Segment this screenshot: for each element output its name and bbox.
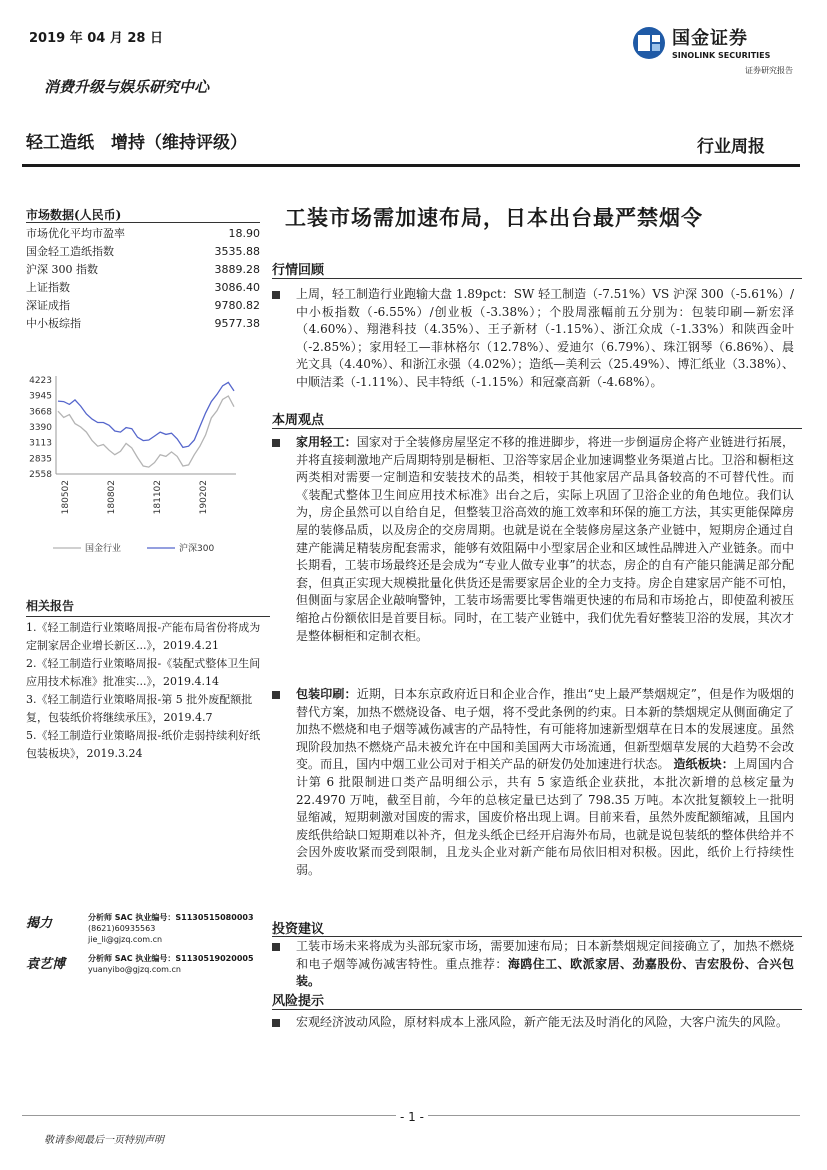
market-value: 9577.38: [214, 317, 260, 330]
y-tick-label: 2835: [29, 454, 52, 465]
page-number: - 1 -: [396, 1110, 428, 1124]
bullet-icon: [272, 439, 280, 447]
x-tick-label: 180802: [107, 480, 117, 515]
analyst-block: [26, 912, 266, 975]
section-title-market-review: 行情回顾: [272, 263, 325, 278]
market-value: 3086.40: [214, 281, 260, 294]
report-headline: 工装市场需加速布局，日本出台最严禁烟令: [285, 205, 703, 230]
logo-subtitle: 证券研究报告: [745, 66, 793, 75]
x-tick-label: 181102: [153, 480, 163, 515]
related-report-item[interactable]: 2.《轻工制造行业策略周报-《装配式整体卫生间应用技术标准》批准实...》，2019.4.14: [26, 657, 261, 688]
analyst-email[interactable]: jie_li@gjzq.com.cn: [88, 935, 163, 944]
related-reports-list: [26, 616, 270, 763]
y-tick-label: 3390: [29, 423, 52, 434]
logo-text-en: SINOLINK SECURITIES: [672, 51, 771, 60]
logo-text-cn: 国金证券: [672, 28, 748, 49]
packaging-view: [272, 686, 794, 880]
market-data-title: 市场数据(人民币): [26, 208, 122, 222]
analyst-name: 揭力: [26, 916, 53, 931]
investment-advice: [272, 938, 794, 991]
market-label: 国金轻工造纸指数: [26, 245, 114, 258]
paper-label: 造纸板块：: [673, 757, 734, 772]
analyst-name: 袁艺博: [26, 957, 66, 972]
analyst-phone: (8621)60935563: [88, 924, 156, 933]
market-label: 沪深 300 指数: [26, 263, 98, 276]
packaging-text: 近期，日本东京政府近日和企业合作，推出“史上最严禁烟规定”，但是作为吸烟的替代方案，加热不燃烧设备、电子烟，将不受此条例的约束。日本新的禁烟规定从侧面确定了加热不燃烧和电子烟等减伤减害的产品特性，有可能将加速新型烟草在日本的发展速度。虽然现阶段加热不燃烧产品未被允许在中国和美国两大市场流通，但新型烟草发展的大趋势不会改变。而且，国内中烟工业公司对于相关产品的研发仍处加速进行状态。: [296, 687, 794, 772]
research-center: 消费升级与娱乐研究中心: [44, 78, 210, 96]
x-tick-label: 190202: [199, 480, 209, 515]
footer-disclaimer: 敬请参阅最后一页特别声明: [44, 1135, 164, 1146]
series-line-industry: [58, 396, 234, 467]
risk-text: 宏观经济波动风险，原材料成本上涨风险，新产能无法及时消化的风险，大客户流失的风险。: [296, 1015, 789, 1029]
section-title-risk: 风险提示: [272, 994, 325, 1009]
bullet-icon: [272, 1019, 280, 1027]
home-label: 家用轻工：: [296, 435, 357, 449]
y-tick-label: 3945: [29, 391, 52, 402]
analyst-email[interactable]: yuanyibo@gjzq.com.cn: [88, 965, 181, 974]
y-tick-label: 3113: [29, 438, 52, 449]
market-review: [272, 286, 794, 392]
series-line-hs300: [58, 382, 234, 447]
market-row: [26, 243, 260, 261]
packaging-label: 包装印刷：: [296, 687, 357, 701]
market-label: 上证指数: [26, 281, 70, 294]
report-type: 行业周报: [697, 137, 765, 157]
market-label: 市场优化平均市盈率: [26, 227, 125, 240]
market-value: 9780.82: [214, 299, 260, 312]
legend-label: 国金行业: [85, 544, 122, 554]
related-report-item[interactable]: 5.《轻工制造行业策略周报-纸价走弱持续利好纸包装板块》，2019.3.24: [26, 729, 261, 760]
x-tick-label: 180502: [61, 480, 71, 515]
related-report-item[interactable]: 1.《轻工制造行业策略周报-产能布局省份将成为定制家居企业增长新区...》，2019.4.21: [26, 621, 261, 652]
y-tick-label: 4223: [29, 376, 52, 386]
risk-warning: [272, 1014, 794, 1032]
paper-text: 上周国内合计第 6 批限制进口类产品明细公示，共有 5 家造纸企业获批，本批次新增的总核定量为 22.4970 万吨，截至目前，今年的总核定量已达到了 798.35 万吨。本次批复额较上一批明显缩减，短期刺激对国废的需求，国废价格出现上调。目前来看，虽然外废配额缩减，且国内废纸供给缺口短期难以补齐，但龙头纸企已经开启海外布局，也就是说包装纸的整体供给并不会因外废收紧而受到限制，且龙头企业对新产能布局依旧相对积极。因此，纸价上行持续性弱。: [296, 757, 794, 877]
investment-text: 工装市场未来将成为头部玩家市场，需要加速布局；日本新禁烟规定间接确立了，加热不燃烧和电子烟等减伤减害特性。重点推荐：: [296, 939, 794, 971]
legend-label: 沪深300: [179, 544, 215, 554]
y-tick-label: 2558: [29, 470, 52, 480]
section-title-investment: 投资建议: [272, 922, 325, 937]
related-reports-title: 相关报告: [26, 599, 75, 613]
market-row: [26, 261, 260, 279]
report-date: 2019 年 04 月 28 日: [29, 31, 163, 46]
market-row: [26, 315, 260, 333]
market-value: 3889.28: [214, 263, 260, 276]
market-label: 深证成指: [26, 299, 70, 312]
home-text: 国家对于全装修房屋坚定不移的推进脚步，将进一步倒逼房企将产业链进行拓展，并将直接刺激地产后周期特别是橱柜、卫浴等家居企业加速调整业务渠道占比。卫浴和橱柜这两类相对需要一定制造和安装技术的品类，相较于其他家居产品具备较高的不可替代性。而《装配式整体卫生间应用技术标准》出台之后，实际上巩固了卫浴企业的角色地位。我们认为，房企虽然可以自给自足，但整装卫浴高效的施工效率和环保的施工方法，其实更能保障房屋的装修品质，以及房企的交房周期。也就是说在全装修房屋这条产业链中，短期房企通过自建产能满足精装房配套需求，能够有效阻隔中小型家居企业和区域性品牌进入产业链条。而中长期看，工装市场最终还是会成为“专业人做专业事”的状态，房企的自有产能只能满足部分配套，但真正实现大规模批量化供货还是需要家居企业的全力支持。房企自建家居产能不可怕，但侧面与家居企业敲响警钟，工装市场需要比零售端更快速的布局和市场抢占，即使盈利被压缩抢占份额依旧是首要目标。同时，在工装产业链中，我们优先看好整装卫浴的发展，其次才是整体橱柜和定制衣柜。: [296, 435, 794, 643]
market-row: [26, 225, 260, 243]
industry-rating: 轻工造纸 增持（维持评级）: [26, 133, 247, 153]
bullet-icon: [272, 291, 280, 299]
y-tick-label: 3668: [29, 407, 52, 418]
market-value: 3535.88: [214, 245, 260, 258]
market-value: 18.90: [228, 227, 260, 240]
market-review-text: 上周，轻工制造行业跑输大盘 1.89pct：SW 轻工制造（-7.51%）VS 沪深 300（-5.61%）/中小板指数（-6.55%）/创业板（-3.38%）；个股周涨幅前五分别为：包装印刷—新宏泽（4.60%）、翔港科技（4.35%）、王子新材（-1.15%）、浙江众成（-1.33%）和陕西金叶（-2.85%）；家用轻工—菲林格尔（12.78%）、爱迪尔（6.79%）、珠江钢琴（6.86%）、晨光文具（4.40%）、和浙江永强（4.02%）；造纸—美利云（25.49%）、博汇纸业（3.38%）、中顺洁柔（-1.11%）、民丰特纸（-1.15%）和冠豪高新（-4.68%）。: [296, 287, 794, 389]
bullet-icon: [272, 691, 280, 699]
analyst-sac: 分析师 SAC 执业编号：S1130515080003: [88, 913, 254, 922]
market-data-table: [26, 222, 260, 333]
market-row: [26, 297, 260, 315]
investment-picks: 海鸥住工、欧派家居、劲嘉股份、吉宏股份、合兴包装。: [296, 956, 794, 989]
analyst-sac: 分析师 SAC 执业编号：S1130519020005: [88, 954, 254, 963]
index-performance-chart: [18, 368, 250, 568]
section-title-weekly-view: 本周观点: [272, 413, 325, 428]
related-report-item[interactable]: 3.《轻工制造行业策略周报-第 5 批外废配额批复，包装纸价将继续承压》，2019.4.7: [26, 693, 253, 724]
sinolink-logo-icon: [632, 26, 666, 60]
market-label: 中小板综指: [26, 317, 81, 330]
header-divider: [22, 164, 800, 167]
bullet-icon: [272, 943, 280, 951]
market-row: [26, 279, 260, 297]
weekly-view: [272, 434, 794, 645]
